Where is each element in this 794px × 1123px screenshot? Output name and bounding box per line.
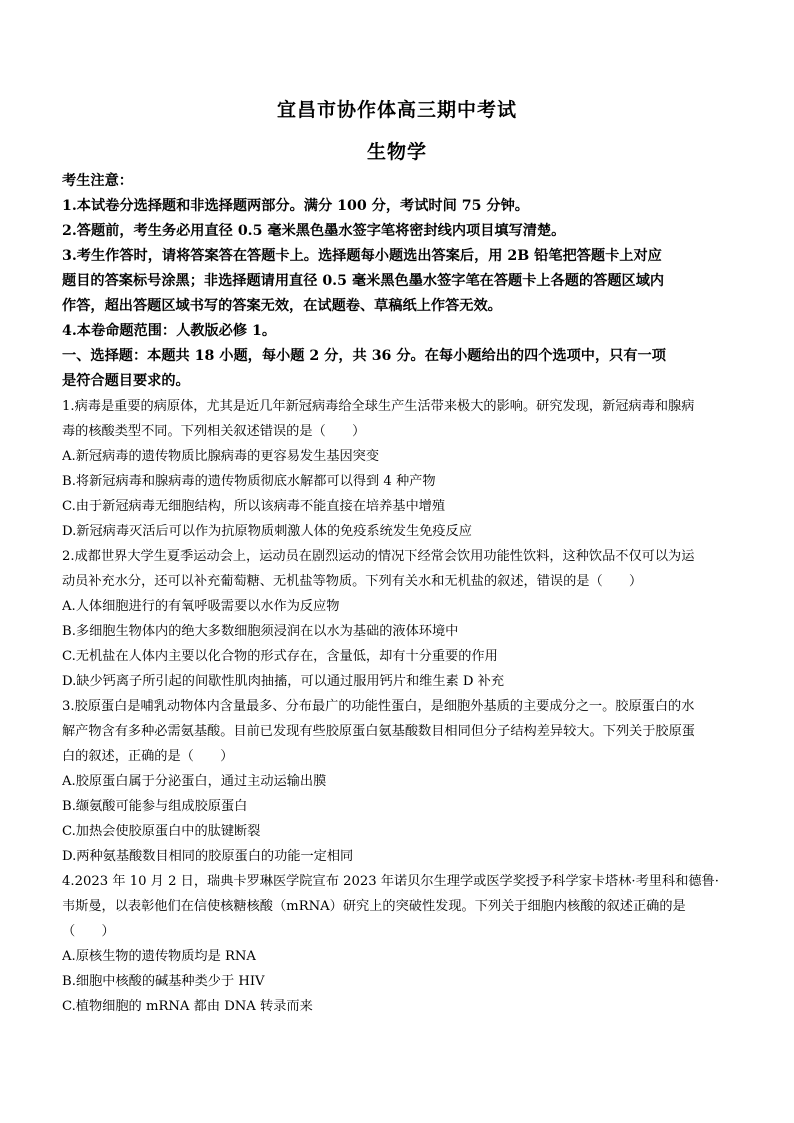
notice-item-2: 2.答题前，考生务必用直径 0.5 毫米黑色墨水签字笔将密封线内项目填写清楚。 — [62, 223, 566, 239]
question-4-stem-line-2: 韦斯曼，以表彰他们在信使核糖核酸（mRNA）研究上的突破性发现。下列关于细胞内核酸的叙述正确的是 — [62, 899, 686, 914]
question-2-option-b: B.多细胞生物体内的绝大多数细胞须浸润在以水为基础的液体环境中 — [62, 624, 459, 639]
question-1-option-c: C.由于新冠病毒无细胞结构，所以该病毒不能直接在培养基中增殖 — [62, 499, 446, 514]
question-1-option-d: D.新冠病毒灭活后可以作为抗原物质刺激人体的免疫系统发生免疫反应 — [62, 524, 472, 539]
question-3-option-d: D.两种氨基酸数目相同的胶原蛋白的功能一定相同 — [62, 849, 354, 864]
question-1-stem-line-2: 毒的核酸类型不同。下列相关叙述错误的是（ ） — [62, 424, 366, 439]
notice-item-4: 4.本卷命题范围：人教版必修 1。 — [62, 323, 277, 339]
question-1-option-b: B.将新冠病毒和腺病毒的遗传物质彻底水解都可以得到 4 种产物 — [62, 474, 436, 489]
question-4-stem-line-1: 4.2023 年 10 月 2 日，瑞典卡罗琳医学院宣布 2023 年诺贝尔生理学或医学奖授予科学家卡塔林·考里科和德鲁· — [62, 874, 719, 889]
exam-title: 宜昌市协作体高三期中考试 — [276, 99, 517, 121]
section-heading-line-1: 一、选择题：本题共 18 小题，每小题 2 分，共 36 分。在每小题给出的四个选项中，只有一项 — [62, 348, 666, 364]
exam-content — [62, 169, 738, 1019]
question-2-option-a: A.人体细胞进行的有氧呼吸需要以水作为反应物 — [62, 599, 340, 614]
question-4-option-c: C.植物细胞的 mRNA 都由 DNA 转录而来 — [62, 999, 313, 1014]
question-2-stem-line-2: 动员补充水分，还可以补充葡萄糖、无机盐等物质。下列有关水和无机盐的叙述，错误的是（ ） — [62, 574, 643, 589]
question-4-stem-line-3: （ ） — [62, 924, 115, 939]
notice-item-3-line-2: 题目的答案标号涂黑；非选择题请用直径 0.5 毫米黑色墨水签字笔在答题卡上各题的答题区域内 — [62, 273, 665, 289]
section-heading-line-2: 是符合题目要求的。 — [62, 373, 190, 389]
question-3-option-a: A.胶原蛋白属于分泌蛋白，通过主动运输出膜 — [62, 774, 327, 789]
question-1-option-a: A.新冠病毒的遗传物质比腺病毒的更容易发生基因突变 — [62, 449, 380, 464]
notice-item-3-line-3: 作答，超出答题区域书写的答案无效，在试题卷、草稿纸上作答无效。 — [62, 298, 502, 314]
question-3-option-b: B.缬氨酸可能参与组成胶原蛋白 — [62, 799, 248, 814]
question-1-stem-line-1: 1.病毒是重要的病原体，尤其是近几年新冠病毒给全球生产生活带来极大的影响。研究发现，新冠病毒和腺病 — [62, 399, 695, 414]
question-2-option-c: C.无机盐在人体内主要以化合物的形式存在，含量低，却有十分重要的作用 — [62, 649, 498, 664]
notice-item-1: 1.本试卷分选择题和非选择题两部分。满分 100 分，考试时间 75 分钟。 — [62, 198, 529, 214]
question-3-stem-line-1: 3.胶原蛋白是哺乳动物体内含量最多、分布最广的功能性蛋白，是细胞外基质的主要成分之一。胶原蛋白的水 — [62, 699, 695, 714]
notice-item-3-line-1: 3.考生作答时，请将答案答在答题卡上。选择题每小题选出答案后，用 2B 铅笔把答题卡上对应 — [62, 248, 662, 264]
question-2-option-d: D.缺少钙离子所引起的间歇性肌肉抽搐，可以通过服用钙片和维生素 D 补充 — [62, 674, 505, 689]
question-2-stem-line-1: 2.成都世界大学生夏季运动会上，运动员在剧烈运动的情况下经常会饮用功能性饮料，这种饮品不仅可以为运 — [62, 549, 695, 564]
question-4-option-b: B.细胞中核酸的碱基种类少于 HIV — [62, 974, 265, 989]
question-3-stem-line-2: 解产物含有多种必需氨基酸。目前已发现有些胶原蛋白氨基酸数目相同但分子结构差异较大。下列关于胶原蛋 — [62, 724, 695, 739]
question-3-stem-line-3: 白的叙述，正确的是（ ） — [62, 749, 234, 764]
question-4-option-a: A.原核生物的遗传物质均是 RNA — [62, 949, 256, 964]
subject-title: 生物学 — [366, 141, 427, 163]
question-3-option-c: C.加热会使胶原蛋白中的肽键断裂 — [62, 824, 261, 839]
notice-heading: 考生注意： — [62, 173, 133, 189]
